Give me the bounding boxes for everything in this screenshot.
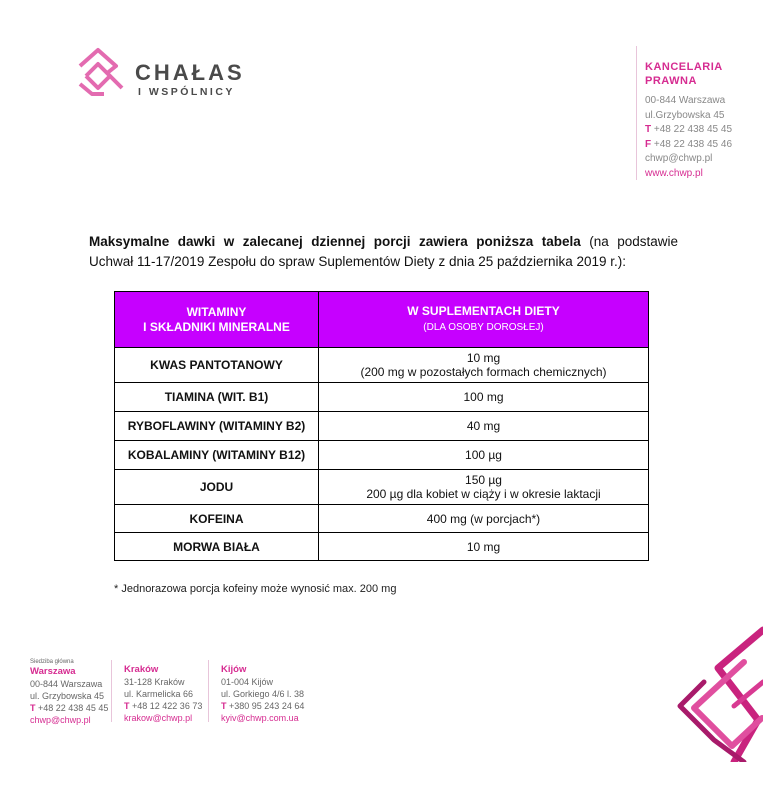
ingredient-dose: 100 mg bbox=[319, 383, 649, 412]
header-divider bbox=[636, 46, 637, 180]
footer-kyiv bbox=[221, 664, 304, 724]
header-fax-label: F bbox=[645, 138, 652, 150]
brand-name: CHAŁAS bbox=[135, 60, 245, 85]
footer-city-warsaw: Warszawa bbox=[30, 666, 76, 677]
col-header-dose: W SUPLEMENTACH DIETY (DLA OSOBY DOROSŁEJ) bbox=[319, 292, 649, 348]
footer-krakow-phone: T +48 12 422 36 73 bbox=[124, 701, 203, 711]
dose-table bbox=[114, 291, 649, 561]
header-phone-label: T bbox=[645, 124, 652, 135]
footer-warsaw-addr2: ul. Grzybowska 45 bbox=[30, 691, 105, 701]
brand-subtitle: I WSPÓLNICY bbox=[138, 86, 235, 98]
footer-krakow-addr2: ul. Karmelicka 66 bbox=[124, 689, 194, 699]
header-phone bbox=[645, 123, 732, 138]
ingredient-name: TIAMINA (WIT. B1) bbox=[115, 383, 319, 412]
table-row bbox=[115, 348, 649, 383]
intro-bold-text: Maksymalne dawki w zalecanej dziennej porcji zawiera poniższa tabela bbox=[89, 234, 581, 249]
footer-kyiv-phone: T +380 95 243 24 64 bbox=[221, 701, 305, 711]
footer-seat-label: Siedziba główna bbox=[30, 659, 74, 665]
footer-warsaw bbox=[30, 658, 108, 726]
header-fax bbox=[645, 138, 732, 153]
header-phone-value: +48 22 438 45 45 bbox=[653, 124, 733, 135]
footer-kyiv-addr2: ul. Gorkiego 4/6 l. 38 bbox=[221, 689, 305, 699]
footer-warsaw-addr1: 00-844 Warszawa bbox=[30, 679, 103, 689]
company-logo-icon bbox=[76, 46, 128, 98]
header-title-line1: KANCELARIA bbox=[645, 61, 723, 73]
ingredient-name: RYBOFLAWINY (WITAMINY B2) bbox=[115, 412, 319, 441]
table-row bbox=[115, 470, 649, 505]
footer-divider bbox=[208, 660, 209, 722]
footer-city-kyiv: Kijów bbox=[221, 664, 247, 675]
table-row bbox=[115, 441, 649, 470]
decorative-ribbon-icon bbox=[674, 622, 763, 762]
header-contact bbox=[645, 60, 732, 181]
intro-rest-text: (na podstawie Uchwał 11-17/2019 Zespołu do spraw Suplementów Diety z dnia 25 października 2019 r.): bbox=[89, 234, 678, 269]
header-address-line1: 00-844 Warszawa bbox=[645, 95, 726, 106]
footer-city-krakow: Kraków bbox=[124, 664, 159, 675]
footer-kyiv-email[interactable]: kyiv@chwp.com.ua bbox=[221, 713, 299, 723]
ingredient-dose: 400 mg (w porcjach*) bbox=[319, 505, 649, 533]
table-header-row bbox=[115, 292, 649, 348]
table-row bbox=[115, 505, 649, 533]
ingredient-name: KOFEINA bbox=[115, 505, 319, 533]
header-title-line2: PRAWNA bbox=[645, 75, 697, 87]
ingredient-dose: 40 mg bbox=[319, 412, 649, 441]
ingredient-dose: 10 mg bbox=[319, 533, 649, 561]
footer-krakow bbox=[124, 664, 202, 724]
table-row bbox=[115, 383, 649, 412]
header-email[interactable]: chwp@chwp.pl bbox=[645, 153, 713, 164]
ingredient-dose: 10 mg (200 mg w pozostałych formach chemicznych) bbox=[319, 348, 649, 383]
footer-krakow-email[interactable]: krakow@chwp.pl bbox=[124, 713, 193, 723]
ingredient-name: JODU bbox=[115, 470, 319, 505]
footer-warsaw-phone: T +48 22 438 45 45 bbox=[30, 703, 109, 713]
ingredient-name: KOBALAMINY (WITAMINY B12) bbox=[115, 441, 319, 470]
footnote: * Jednorazowa porcja kofeiny może wynosić max. 200 mg bbox=[114, 583, 397, 595]
ingredient-name: KWAS PANTOTANOWY bbox=[115, 348, 319, 383]
intro-paragraph bbox=[89, 232, 678, 272]
ingredient-dose: 100 µg bbox=[319, 441, 649, 470]
header-fax-value: +48 22 438 45 46 bbox=[653, 138, 733, 150]
ingredient-dose: 150 µg 200 µg dla kobiet w ciąży i w okresie laktacji bbox=[319, 470, 649, 505]
table-row bbox=[115, 533, 649, 561]
col-header-ingredients: WITAMINY I SKŁADNIKI MINERALNE bbox=[115, 292, 319, 348]
table-row bbox=[115, 412, 649, 441]
footer-divider bbox=[111, 660, 112, 722]
footer-warsaw-email[interactable]: chwp@chwp.pl bbox=[30, 715, 91, 725]
header-address-line2: ul.Grzybowska 45 bbox=[645, 109, 725, 121]
ingredient-name: MORWA BIAŁA bbox=[115, 533, 319, 561]
footer-kyiv-addr1: 01-004 Kijów bbox=[221, 677, 274, 687]
footer-krakow-addr1: 31-128 Kraków bbox=[124, 677, 185, 687]
header-website-link[interactable]: www.chwp.pl bbox=[645, 167, 703, 179]
